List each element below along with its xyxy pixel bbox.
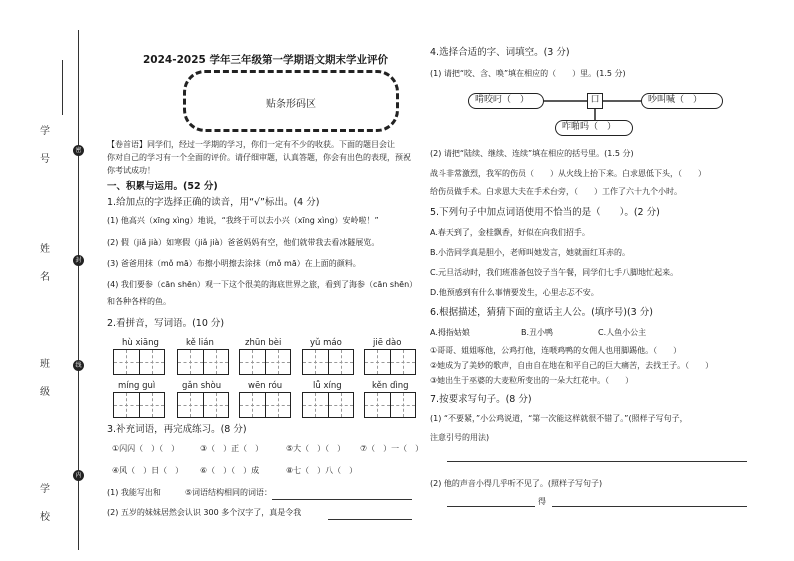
question-item: (2) 假（jiǎ jià）如寒假（jiǎ jià）爸爸妈妈有空，他们就带我去看冰隧展览。 xyxy=(107,238,380,247)
answer-line[interactable] xyxy=(447,506,535,507)
question-item: (1) 请把“咬、含、唤”填在相应的（ ）里。(1.5 分) xyxy=(430,69,626,78)
writing-grid[interactable] xyxy=(302,392,354,418)
question-title: 4.选择合适的字、词填空。(3 分) xyxy=(430,47,570,58)
question-item: 和各种各样的鱼。 xyxy=(107,297,171,306)
writing-grid[interactable] xyxy=(302,349,354,375)
idiom-blank[interactable]: ⑧七（ ）八（ ） xyxy=(286,466,358,475)
pinyin-label: jiē dào xyxy=(373,338,402,348)
question-item: (1) “不要紧，”小公鸡说道，“第一次能这样就很不错了。”(照样子写句子， xyxy=(430,414,688,423)
sidebar-label: 姓 xyxy=(40,244,50,255)
writing-grid[interactable] xyxy=(177,349,229,375)
question-item: (2) 五岁的妹妹居然会认识 300 多个汉字了，真是令我 xyxy=(107,508,302,517)
oval-word-group[interactable]: 吵叫喊（ ） xyxy=(641,93,723,109)
sidebar-label: 学 xyxy=(40,484,50,495)
question-item: (2) 请把“陆续、继续、连续”填在相应的括号里。(1.5 分) xyxy=(430,149,634,158)
barcode-area xyxy=(183,70,399,132)
barcode-label: 贴条形码区 xyxy=(266,99,316,110)
seal-mark: 线 xyxy=(73,360,84,371)
writing-grid[interactable] xyxy=(364,349,416,375)
question-item: (1) 我能写出和 ⑤词语结构相同的词语： xyxy=(107,488,273,497)
sidebar-label: 班 xyxy=(40,359,50,370)
seal-mark: 密 xyxy=(73,145,84,156)
center-radical: 口 xyxy=(587,93,603,109)
question-item: (1) 他高兴（xīng xìng）地说，“我终于可以去小兴（xīng xìng）安岭啦！” xyxy=(107,216,379,225)
question-item: 注意引号的用法) xyxy=(430,433,490,442)
pinyin-label: gǎn shòu xyxy=(182,381,222,391)
section-heading: 一、积累与运用。(52 分) xyxy=(107,181,218,192)
sidebar-label: 校 xyxy=(40,512,50,523)
idiom-blank[interactable]: ⑥（ ）（ ）成 xyxy=(200,466,260,475)
pinyin-label: hù xiāng xyxy=(122,338,159,348)
question-title: 3.补充词语，再完成练习。(8 分) xyxy=(107,424,247,435)
pinyin-label: míng guì xyxy=(118,381,156,391)
answer-line[interactable] xyxy=(447,461,747,462)
sidebar-label: 号 xyxy=(40,154,50,165)
question-item: 战斗非常激烈，我军的伤员（ ）从火线上抬下来。白求恩低下头，（ ） xyxy=(430,169,706,178)
pinyin-label: kěn dìng xyxy=(372,381,409,391)
question-item: (2) 他的声音小得几乎听不见了。(照样子写句子) xyxy=(430,479,603,488)
question-title: 1.给加点的字选择正确的读音，用“√”标出。(4 分) xyxy=(107,197,320,208)
question-title: 7.按要求写句子。(8 分) xyxy=(430,394,532,405)
oval-word-group[interactable]: 咋啪吗（ ） xyxy=(555,120,633,136)
writing-grid[interactable] xyxy=(177,392,229,418)
idiom-blank[interactable]: ⑦（ ）一（ ） xyxy=(360,444,424,453)
writing-grid[interactable] xyxy=(364,392,416,418)
writing-grid[interactable] xyxy=(239,349,291,375)
writing-grid[interactable] xyxy=(113,392,165,418)
question-item: ②她成为了美妙的歌声，自由自在地在和平自己的巨大痛苦，去找王子。（ ） xyxy=(430,361,714,370)
pinyin-label: wēn róu xyxy=(248,381,283,391)
intro-text: 你考试成功！ xyxy=(107,166,155,175)
option: B.丑小鸭 xyxy=(521,328,554,337)
option: C.人鱼小公主 xyxy=(598,328,647,337)
idiom-blank[interactable]: ①闪闪（ ）（ ） xyxy=(112,444,180,453)
idiom-blank[interactable]: ④风（ ）日（ ） xyxy=(112,466,184,475)
writing-grid[interactable] xyxy=(239,392,291,418)
option: B.小浩同学真是胆小，老师叫她发言，她就面红耳赤的。 xyxy=(430,248,631,257)
question-title: 6.根据描述，猜猜下面的童话主人公。(填序号)(3 分) xyxy=(430,307,653,318)
option: D.他预感到有什么事情要发生，心里忐忑不安。 xyxy=(430,288,599,297)
question-item: (3) 爸爸用抹（mǒ mā）布擦小明擦去涂抹（mǒ mā）在上面的颜料。 xyxy=(107,259,361,268)
intro-text: 你对自己的学习有一个全面的评价。请仔细审题，认真答题，你会有出色的表现，预祝 xyxy=(107,153,411,162)
answer-line[interactable] xyxy=(272,499,412,500)
option: A.拇指姑娘 xyxy=(430,328,470,337)
fill-line xyxy=(62,60,63,115)
question-item: 给伤员做手术。白求恩大夫在手术台旁，（ ）工作了六十九个小时。 xyxy=(430,187,682,196)
question-item: ①哥哥、姐姐啄他，公鸡打他，连喂鸡鸭的女佣人也用脚踢他。（ ） xyxy=(430,346,682,355)
pinyin-label: zhūn bèi xyxy=(245,338,282,348)
pinyin-label: lǚ xíng xyxy=(313,381,342,391)
seal-mark: 内 xyxy=(73,470,84,481)
question-title: 2.看拼音，写词语。(10 分) xyxy=(107,318,225,329)
option: C.元旦活动时，我们班准备包饺子当午餐，同学们七手八脚地忙起来。 xyxy=(430,268,679,277)
idiom-blank[interactable]: ③（ ）正（ ） xyxy=(200,444,264,453)
seal-mark: 封 xyxy=(73,255,84,266)
sidebar-label: 学 xyxy=(40,126,50,137)
question-title: 5.下列句子中加点词语使用不恰当的是（ ）。(2 分) xyxy=(430,207,660,218)
option: A.春天到了，金桂飘香，好似在向我们招手。 xyxy=(430,228,590,237)
question-item: (4) 我们要参（cān shēn）观一下这个很美的海底世界之旅，看到了海参（cān shēn） xyxy=(107,280,418,289)
sentence-keyword: 得 xyxy=(538,497,546,506)
answer-line[interactable] xyxy=(328,519,412,520)
intro-text: 【卷首语】同学们，经过一学期的学习，你们一定有不少的收获。下面的题目会让 xyxy=(107,140,395,149)
oval-word-group[interactable]: 啃咬叼（ ） xyxy=(468,93,544,109)
sidebar-label: 名 xyxy=(40,272,50,283)
sidebar-label: 级 xyxy=(40,387,50,398)
pinyin-label: yǔ máo xyxy=(310,338,342,348)
page-title: 2024-2025 学年三年级第一学期语文期末学业评价 xyxy=(143,54,388,66)
question-item: ③她出生于巫婆的大麦粒所变出的一朵大红花中。（ ） xyxy=(430,376,634,385)
pinyin-label: kě lián xyxy=(186,338,214,348)
writing-grid[interactable] xyxy=(113,349,165,375)
answer-line[interactable] xyxy=(552,506,747,507)
idiom-blank[interactable]: ⑤大（ ）（ ） xyxy=(286,444,346,453)
